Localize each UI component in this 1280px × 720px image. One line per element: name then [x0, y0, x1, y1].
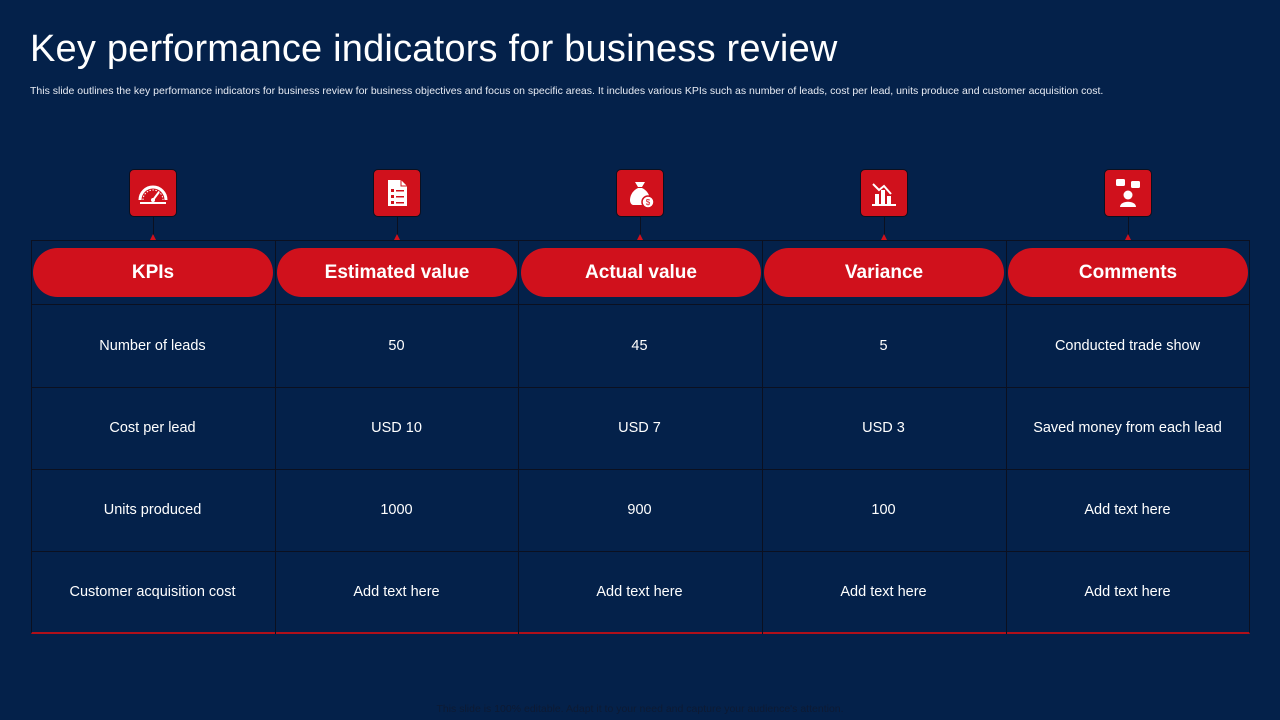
header-estimated-value: Estimated value	[277, 248, 517, 297]
table-cell: Add text here	[353, 584, 440, 600]
svg-text:$: $	[645, 198, 651, 207]
header-kpis: KPIs	[33, 248, 273, 297]
table-cell: USD 7	[618, 420, 661, 436]
table-cell: Add text here	[840, 584, 927, 600]
table-cell: Cost per lead	[109, 420, 196, 436]
table-cell: 900	[627, 502, 652, 518]
table-cell: 5	[879, 338, 888, 354]
customer-feedback-icon	[1104, 169, 1152, 217]
table-cell: 1000	[380, 502, 413, 518]
table-cell: Units produced	[103, 502, 202, 518]
table-cell: Customer acquisition cost	[69, 584, 236, 600]
checklist-icon	[373, 169, 421, 217]
page-subtitle: This slide outlines the key performance indicators for business review for business objectives and focus on specific areas. It includes various KPIs such as number of leads, cost per lead, units produce and customer acquisition cost.	[30, 85, 1104, 97]
table-cell: 50	[388, 338, 405, 354]
table-cell: 45	[631, 338, 648, 354]
page-title: Key performance indicators for business review	[30, 28, 838, 70]
table-cell: Saved money from each lead	[1033, 420, 1222, 436]
table-cell: Number of leads	[99, 338, 206, 354]
header-variance: Variance	[764, 248, 1004, 297]
table-cell: Add text here	[596, 584, 683, 600]
table-cell: Add text here	[1084, 584, 1171, 600]
speedometer-icon	[129, 169, 177, 217]
table-cell: USD 10	[371, 420, 422, 436]
footer-note: This slide is 100% editable. Adapt it to your need and capture your audience's attention.	[436, 703, 844, 715]
money-bag-icon	[616, 169, 664, 217]
header-actual-value: Actual value	[521, 248, 761, 297]
header-comments: Comments	[1008, 248, 1248, 297]
table-cell: USD 3	[862, 420, 905, 436]
bar-chart-icon	[860, 169, 908, 217]
table-cell: 100	[871, 502, 896, 518]
table-cell: Add text here	[1084, 502, 1171, 518]
table-cell: Conducted trade show	[1054, 338, 1201, 354]
